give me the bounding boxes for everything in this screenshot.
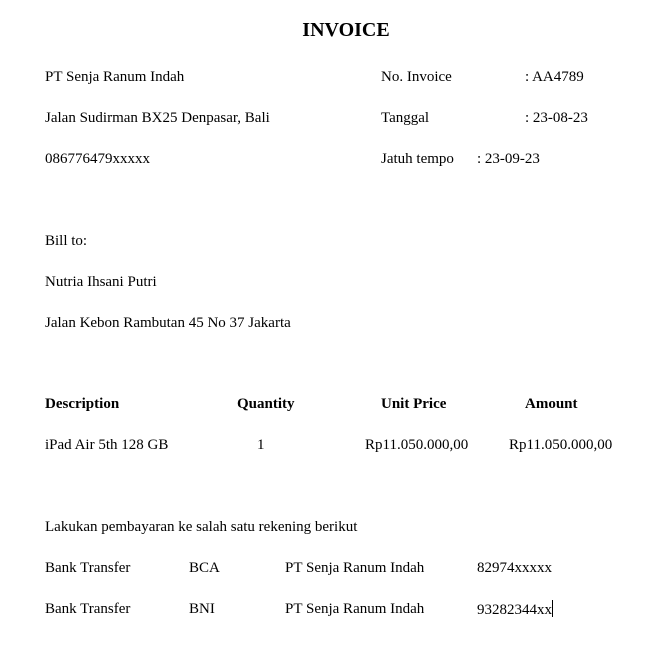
invoice-title: INVOICE <box>302 19 390 41</box>
header-quantity: Quantity <box>237 396 295 412</box>
payment-instruction: Lakukan pembayaran ke salah satu rekening berikut <box>45 519 358 535</box>
text-cursor <box>552 600 553 617</box>
bill-to-label: Bill to: <box>45 233 88 249</box>
row-unit-price: Rp11.050.000,00 <box>365 437 469 453</box>
account-2-method: Bank Transfer <box>45 601 131 617</box>
account-1-method: Bank Transfer <box>45 560 131 576</box>
account-1-holder: PT Senja Ranum Indah <box>285 560 425 576</box>
header-unit-price: Unit Price <box>381 396 447 412</box>
due-date-value: : 23-09-23 <box>477 151 540 167</box>
date-label: Tanggal <box>381 110 430 126</box>
account-2-bank: BNI <box>189 601 215 617</box>
header-amount: Amount <box>525 396 578 412</box>
bill-to-address: Jalan Kebon Rambutan 45 No 37 Jakarta <box>45 315 291 331</box>
bill-to-name: Nutria Ihsani Putri <box>45 274 157 290</box>
invoice-no-value: : AA4789 <box>525 69 584 85</box>
account-1-bank: BCA <box>189 560 220 576</box>
header-description: Description <box>45 396 120 412</box>
row-quantity: 1 <box>257 437 265 453</box>
due-date-label: Jatuh tempo <box>381 151 454 167</box>
seller-name: PT Senja Ranum Indah <box>45 69 185 85</box>
seller-address: Jalan Sudirman BX25 Denpasar, Bali <box>45 110 270 126</box>
account-1-number: 82974xxxxx <box>477 560 552 576</box>
date-value: : 23-08-23 <box>525 110 588 126</box>
seller-phone: 086776479xxxxx <box>45 151 150 167</box>
account-2-number-line <box>477 600 553 619</box>
account-2-holder: PT Senja Ranum Indah <box>285 601 425 617</box>
invoice-no-label: No. Invoice <box>381 69 452 85</box>
row-description: iPad Air 5th 128 GB <box>45 437 169 453</box>
account-2-number: 93282344xx <box>477 602 552 618</box>
row-amount: Rp11.050.000,00 <box>509 437 613 453</box>
